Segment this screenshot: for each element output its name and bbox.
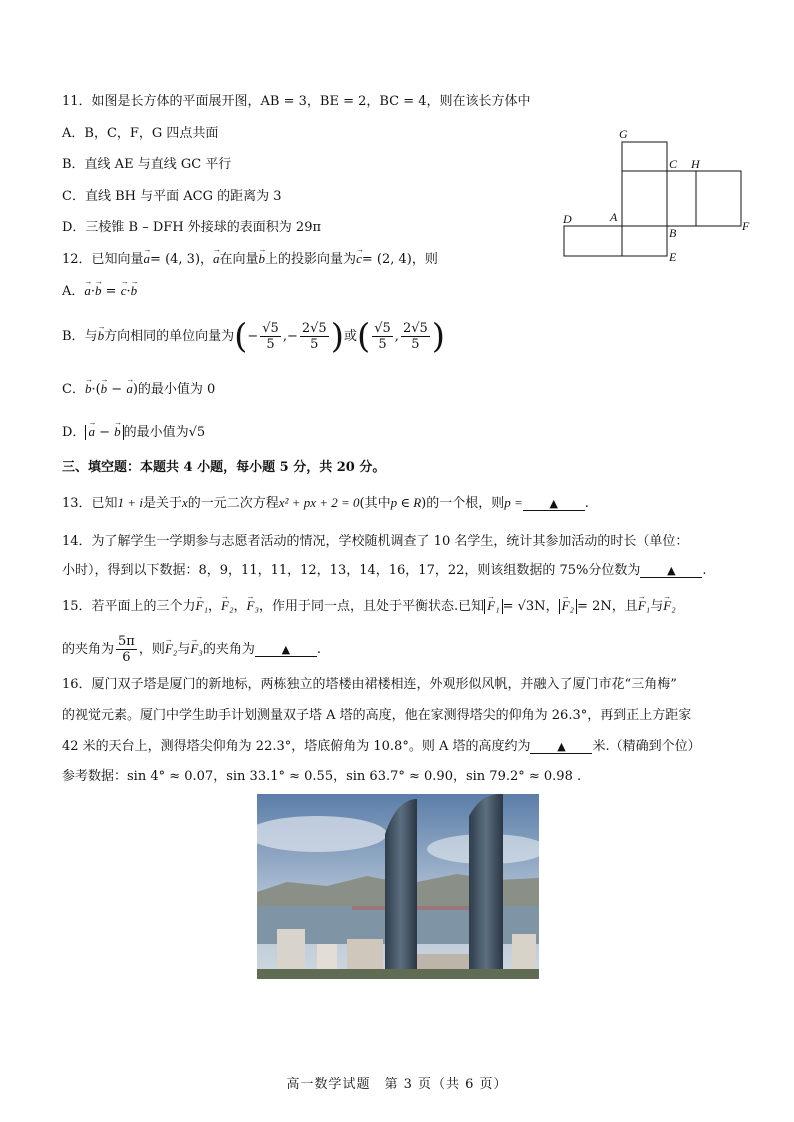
q15-line-2: 的夹角为 $\frac{5\pi}{6}$ ，则→ F₂与→ F₃的夹角为 ▲ . [62,632,321,667]
label-b: B [669,226,677,240]
label-g: G [619,128,628,141]
label-e: E [669,250,677,264]
cuboid-net-diagram [556,128,756,268]
page-footer: 高一数学试题 第 3 页（共 6 页） [286,1077,508,1092]
label-c: C [669,157,678,171]
q12-option-b: B．与→ b方向相同的单位向量为(− $\frac{√5}{5}$ ,− $\frac{2√5}{5}$ )或( $\frac{√5}{5}$ , $\frac{2√5}{5}$ ) [62,318,445,355]
q16-line-1: 16．厦门双子塔是厦门的新地标，两栋独立的塔楼由裙楼相连，外观形似风帆，并融入了厦门市花“三角梅” [62,677,677,692]
q16-line-3: 42 米的天台上，测得塔尖仰角为 22.3°，塔底俯角为 10.8°。则 A 塔的高度约为 ▲ 米.（精确到个位） [62,739,701,754]
section-3-heading: 三、填空题：本题共 4 小题，每小题 5 分，共 20 分。 [62,460,386,475]
q11-stem: 11．如图是长方体的平面展开图，AB = 3，BE = 2，BC = 4，则在该长方体中 [62,94,531,109]
label-a: A [610,210,618,224]
q13: 13．已知1 + i是关于x的一元二次方程x² + px + 2 = 0(其中p ∈ R)的一个根，则p = ▲ . [62,495,589,511]
twin-towers-photo [257,794,539,979]
q16-line-2: 的视觉元素。厦门中学生助手计划测量双子塔 A 塔的高度，他在家测得塔尖的仰角为 26.3°，再到正上方距家 [62,708,692,723]
q14-answer-blank[interactable]: ▲ [640,564,702,578]
q14-line-2: 小时），得到以下数据：8，9，11，11，12，13，14，16，17，22，则该组数据的 75%分位数为 ▲ . [62,563,707,578]
q11-option-d: D．三棱锥 B – DFH 外接球的表面积为 29π [62,220,322,235]
q12-stem: 12．已知向量→ a= (4, 3)，→ a在向量→ b上的投影向量为→ c= (2, 4)，则 [62,250,438,269]
q15-answer-blank[interactable]: ▲ [255,643,317,657]
q12-option-d: D．→ a − → b 的最小值为√5 [62,423,205,442]
label-d: D [563,212,572,226]
q11-option-c: C．直线 BH 与平面 ACG 的距离为 3 [62,189,282,204]
label-h: H [691,157,700,171]
q15-line-1: 15．若平面上的三个力→ F₁，→ F₂，→ F₃，作用于同一点，且处于平衡状态.已知→ F₁ = √3N，→ F₂ = 2N，且→ F₁与→ F₂ [62,597,676,616]
q11-option-a: A．B，C，F，G 四点共面 [62,126,219,141]
q13-answer-blank[interactable]: ▲ [523,497,585,511]
q14-line-1: 14．为了解学生一学期参与志愿者活动的情况，学校随机调查了 10 名学生，统计其参加活动的时长（单位： [62,534,689,549]
q16-reference-data: 参考数据：sin 4° ≈ 0.07，sin 33.1° ≈ 0.55，sin 63.7° ≈ 0.90，sin 79.2° ≈ 0.98 . [62,769,582,784]
label-f: F [742,219,750,233]
q12-option-c: C．→ b·(→ b − → a)的最小值为 0 [62,380,215,399]
q16-answer-blank[interactable]: ▲ [530,740,592,754]
q11-option-b: B．直线 AE 与直线 GC 平行 [62,157,232,172]
q12-option-a: A．→ a·→ b = → c·→ b [62,282,137,301]
